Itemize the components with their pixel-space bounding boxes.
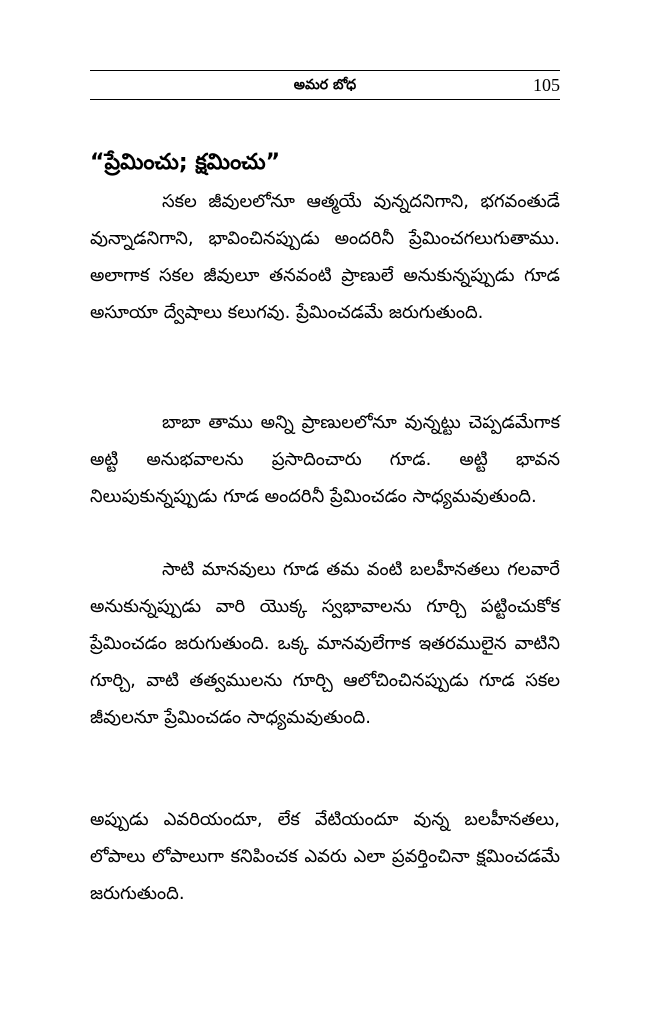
paragraph: అప్పుడు ఎవరియందూ, లేక వేటియందూ వున్న బలహీనతలు, లోపాలు లోపాలుగా కనిపించక ఎవరు ఎలా ప్రవర్తించినా క్షమించడమే జరుగుతుంది. [90, 809, 560, 904]
paragraph: సాటి మానవులు గూడ తమ వంటి బలహీనతలు గలవారే అనుకున్నప్పుడు వారి యొక్క స్వభావాలను గూర్చి పట్టించుకోక ప్రేమించడం జరుగుతుంది. ఒక్క మానవులేగాక ఇతరములైన వాటిని గూర్చి, వాటి తత్వములను గూర్చి ఆలోచించినప్పుడు గూడ సకల జీవులనూ ప్రేమించడం సాధ్యమవుతుంది. [90, 559, 560, 728]
running-title: అమర బోధ [293, 77, 357, 93]
page-number: 105 [533, 75, 560, 95]
header-bottom-rule [90, 99, 560, 100]
header-top-rule [90, 70, 560, 71]
paragraph: బాబా తాము అన్ని ప్రాణులలోనూ వున్నట్టు చెప్పడమేగాక అట్టి అనుభవాలను ప్రసాదించారు గూడ. అట్టి భావన నిలుపుకున్నప్పుడు గూడ అందరినీ ప్రేమించడం సాధ్యమవుతుంది. [90, 412, 560, 507]
section-heading: “ప్రేమించు; క్షమించు” [90, 150, 281, 175]
paragraph: సకల జీవులలోనూ ఆత్మయే వున్నదనిగాని, భగవంతుడే వున్నాడనిగాని, భావించినప్పుడు అందరినీ ప్రేమించగలుగుతాము. అలాగాక సకల జీవులూ తనవంటి ప్రాణులే అనుకున్నప్పుడు గూడ అసూయా ద్వేషాలు కలుగవు. ప్రేమించడమే జరుగుతుంది. [90, 191, 560, 323]
